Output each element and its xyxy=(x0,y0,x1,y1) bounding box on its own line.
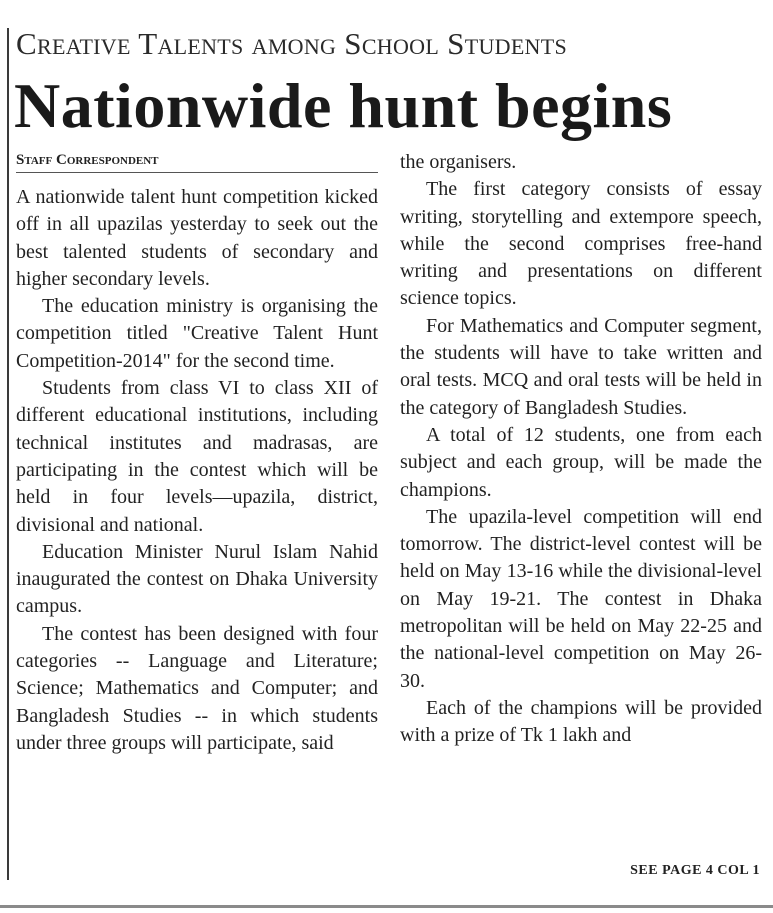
bottom-rule xyxy=(0,905,773,908)
paragraph: Students from class VI to class XII of different educational institutions, including technical institutes and madrasas, are participating in the contest which will be held in four levels—upazila, district, divisional and national. xyxy=(16,377,378,536)
paragraph: Each of the champions will be provided with a prize of Tk 1 lakh and xyxy=(400,696,762,747)
paragraph: The upazila-level competition will end tomorrow. The district-level contest will be held on May 13-16 while the divisional-level on May 19-21. The contest in Dhaka metropolitan will be held on May 22-25 and the national-level competition on May 26-30. xyxy=(400,505,762,692)
paragraph: The contest has been designed with four categories -- Language and Literature; Science; Mathematics and Computer; and Bangladesh Studies -- in which students under three groups will participate, said xyxy=(16,622,378,754)
paragraph: The education ministry is organising the competition titled "Creative Talent Hunt Competition-2014" for the second time. xyxy=(16,295,378,372)
continuation-jump-line: SEE PAGE 4 COL 1 xyxy=(630,863,760,878)
main-headline: Nationwide hunt begins xyxy=(14,70,673,141)
article-column-2 xyxy=(400,149,762,750)
kicker-headline: Creative Talents among School Students xyxy=(16,26,568,61)
paragraph: A nationwide talent hunt competition kicked off in all upazilas yesterday to seek out the best talented students of secondary and higher secondary levels. xyxy=(16,186,378,290)
article-column-1 xyxy=(16,184,378,757)
paragraph: Education Minister Nurul Islam Nahid inaugurated the contest on Dhaka University campus. xyxy=(16,540,378,618)
paragraph: The first category consists of essay writing, storytelling and extempore speech, while the second comprises free-hand writing and presentations on different science topics. xyxy=(400,178,762,310)
byline: Staff Correspondent xyxy=(16,152,159,168)
byline-underline xyxy=(16,172,378,173)
paragraph: A total of 12 students, one from each subject and each group, will be made the champions. xyxy=(400,423,762,501)
paragraph: For Mathematics and Computer segment, the students will have to take written and oral tests. MCQ and oral tests will be held in the category of Bangladesh Studies. xyxy=(400,314,762,419)
left-column-rule xyxy=(7,28,9,880)
paragraph: the organisers. xyxy=(400,151,517,173)
